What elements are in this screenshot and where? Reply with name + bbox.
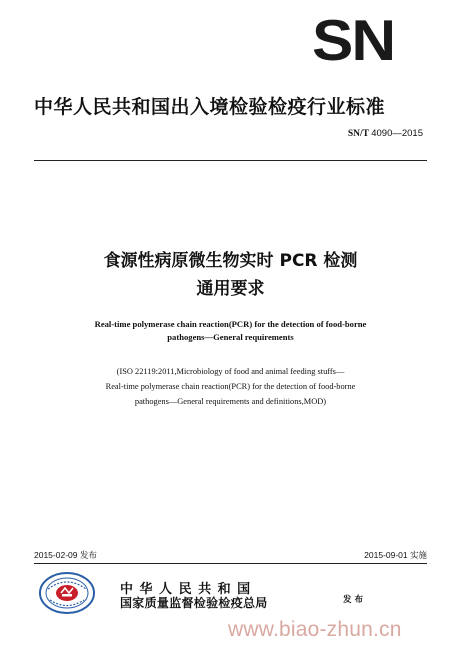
chinese-title-line2: 通用要求 <box>196 279 265 299</box>
publish-label: 发 布 <box>343 595 363 605</box>
top-divider <box>34 160 427 161</box>
issuer-line1: 中 华 人 民 共 和 国 <box>120 582 252 597</box>
issue-date: 2015-02-09 发布 <box>34 550 97 560</box>
watermark: www.biao-zhun.cn <box>228 618 402 641</box>
aqsiq-seal-icon <box>38 571 96 615</box>
implementation-date: 2015-09-01 实施 <box>364 550 427 560</box>
iso-equivalence-line3: pathogens—General requirements and definitions,MOD) <box>134 397 327 406</box>
sn-logo: SN <box>312 9 395 73</box>
english-title-line1: Real-time polymerase chain reaction(PCR) for the detection of food-borne <box>94 319 367 329</box>
standard-code <box>348 128 423 139</box>
chinese-title-line1: 食源性病原微生物实时 PCR 检测 <box>103 251 358 271</box>
english-title-line2: pathogens—General requirements <box>167 332 294 342</box>
iso-equivalence-line1: (ISO 22119:2011,Microbiology of food and animal feeding stuffs— <box>116 367 345 376</box>
standard-number: 4090—2015 <box>371 128 423 139</box>
issuing-standard-category: 中华人民共和国出入境检验检疫行业标准 <box>34 96 386 118</box>
iso-equivalence-line2: Real-time polymerase chain reaction(PCR) for the detection of food-borne <box>105 382 356 391</box>
issuer-line2: 国家质量监督检验检疫总局 <box>120 596 268 610</box>
bottom-divider <box>34 563 427 564</box>
standard-prefix: SN/T <box>347 129 369 139</box>
